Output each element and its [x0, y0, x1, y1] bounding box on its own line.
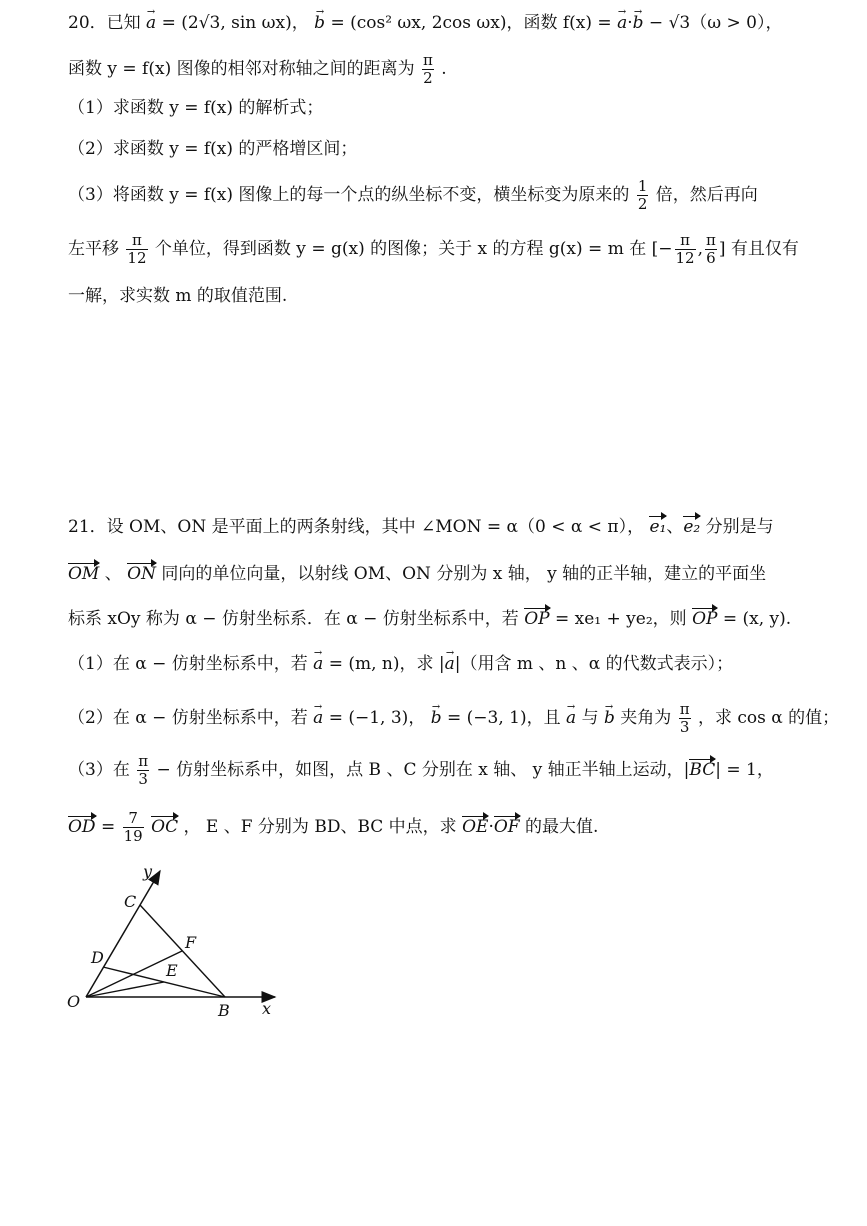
vector-a-q21-2: → a	[445, 653, 455, 675]
q20-part3-line1	[68, 178, 758, 213]
q20-p3-end: 倍，然后再向	[655, 185, 758, 205]
vector-b-p2: → b	[431, 707, 442, 729]
q21-line2-end: 同向的单位向量，以射线 OM、ON 分别为 x 轴， y 轴的正半轴，建立的平面坐	[161, 564, 767, 584]
q21-line2	[68, 563, 766, 585]
q21-line3-mid: = xe₁ + ye₂，则	[555, 609, 687, 629]
q21-p3l2-mid: ， E 、F 分别为 BD、BC 中点，求	[183, 817, 457, 837]
q21-part2	[68, 701, 839, 736]
vector-b-2: → b	[633, 12, 644, 34]
q20-line2-end: .	[441, 59, 447, 79]
vector-on: ON	[127, 564, 156, 584]
q21-p3-mid: − 仿射坐标系中，如图，点 B 、C 分别在 x 轴、 y 轴正半轴上运动，|	[156, 760, 690, 780]
q21-part3-line2	[68, 810, 598, 845]
q20-part3-line3: 一解，求实数 m 的取值范围.	[68, 286, 288, 306]
q21-sep1: 、	[666, 517, 684, 537]
vector-a-p2-2: → a	[566, 707, 576, 729]
label-c: C	[124, 892, 137, 911]
q20-part2: （2）求函数 y = f(x) 的严格增区间；	[68, 139, 358, 159]
q21-p2-mid1: = (−1, 3)，	[328, 708, 426, 728]
fraction-1-2: $\frac{1}{2}$	[637, 177, 648, 213]
q20-number: 20．已知	[68, 13, 141, 33]
q21-line3-pre: 标系 xOy 称为 α − 仿射坐标系．在 α − 仿射坐标系中，若	[68, 609, 519, 629]
q21-p1-pre: （1）在 α − 仿射坐标系中，若	[68, 654, 308, 674]
q20-line1: 20．已知 → a = (2√3, sin ωx)， → b = (cos² ωx, 2cos ωx)，函数 f(x) = → a·→ b − √3（ω > 0），	[68, 12, 782, 34]
vector-od: OD	[68, 817, 96, 837]
vector-e2: e₂	[683, 517, 701, 537]
affine-coordinate-figure	[55, 855, 355, 1035]
q21-line1-end: 分别是与	[705, 517, 774, 537]
vector-op: OP	[524, 609, 550, 629]
q21-p1-mid: = (m, n)，求 |	[328, 654, 445, 674]
dot-operator: ·	[488, 817, 494, 837]
q21-p2-mid2: = (−3, 1)，且	[447, 708, 561, 728]
q20-b-def: = (cos² ωx, 2cos ωx)，函数 f(x) =	[330, 13, 612, 33]
q21-p2-pre: （2）在 α − 仿射坐标系中，若	[68, 708, 308, 728]
label-f: F	[185, 933, 197, 952]
q20-p3l2-end: ] 有且仅有	[718, 239, 799, 259]
fraction-pi-12-b: $\frac{\pi}{12}$	[675, 231, 695, 267]
q21-line3	[68, 608, 791, 630]
segment-bc	[140, 905, 225, 997]
label-o: O	[67, 992, 81, 1011]
segment-oe	[86, 982, 164, 997]
q21-p3l2-end: 的最大值.	[524, 817, 599, 837]
fraction-pi-12: $\frac{\pi}{12}$	[127, 231, 147, 267]
vector-b-p2-2: → b	[604, 707, 615, 729]
q20-p3l2-pre: 左平移	[68, 239, 119, 259]
q21-p2-mid4: 夹角为	[620, 708, 672, 728]
label-d: D	[91, 948, 104, 967]
q20-tail: − √3（ω > 0），	[648, 13, 783, 33]
q20-line2	[68, 52, 447, 87]
vector-b: → b	[314, 12, 325, 34]
label-y: y	[143, 862, 153, 881]
vector-oc: OC	[151, 817, 179, 837]
vector-a-2: → a	[617, 12, 627, 34]
vector-a-p2: → a	[313, 707, 323, 729]
q21-line1-pre: 21．设 OM、ON 是平面上的两条射线，其中 ∠MON = α（0 < α < π），	[68, 517, 645, 537]
vector-bc: BC	[689, 760, 716, 780]
q21-sep2: 、	[104, 564, 122, 584]
q20-p3-text: （3）将函数 y = f(x) 图像上的每一个点的纵坐标不变，横坐标变为原来的	[68, 185, 630, 205]
vector-e1: e₁	[649, 517, 667, 537]
q20-line2-text: 函数 y = f(x) 图像的相邻对称轴之间的距离为	[68, 59, 415, 79]
q20-p3l2-mid: 个单位，得到函数 y = g(x) 的图像；关于 x 的方程 g(x) = m 在 [−	[154, 239, 673, 259]
vector-a-q21: → a	[313, 653, 323, 675]
q21-eq: =	[100, 817, 116, 837]
label-b: B	[218, 1001, 230, 1020]
q21-p2-end: ，求 cos α 的值；	[697, 708, 840, 728]
q21-p2-mid3: 与	[581, 708, 599, 728]
q21-p3-end: | = 1，	[715, 760, 774, 780]
q21-part1	[68, 653, 733, 675]
fraction-pi-3-b: $\frac{\pi}{3}$	[138, 752, 149, 788]
q21-line1	[68, 516, 774, 538]
q20-a-def: = (2√3, sin ωx)，	[161, 13, 309, 33]
fraction-pi-2: $\frac{\pi}{2}$	[423, 51, 433, 87]
vector-oe: OE	[462, 817, 489, 837]
q21-line3-end: = (x, y).	[722, 609, 792, 629]
q20-part3-line2	[68, 232, 799, 267]
label-e: E	[166, 961, 178, 980]
q20-p3l2-comma: ,	[697, 239, 703, 259]
vector-of: OF	[493, 817, 520, 837]
fraction-pi-3: $\frac{\pi}{3}$	[679, 700, 690, 736]
vector-om: OM	[68, 564, 100, 584]
vector-op-2: OP	[692, 609, 718, 629]
q21-p1-end: |（用含 m 、n 、α 的代数式表示）；	[454, 654, 734, 674]
fraction-7-19: $\frac{7}{19}$	[123, 809, 143, 845]
q21-part3-line1	[68, 753, 774, 788]
label-x: x	[262, 999, 272, 1018]
q20-part1: （1）求函数 y = f(x) 的解析式；	[68, 98, 324, 118]
vector-a: → a	[146, 12, 156, 34]
fraction-pi-6: $\frac{\pi}{6}$	[706, 231, 716, 267]
q21-p3-pre: （3）在	[68, 760, 130, 780]
